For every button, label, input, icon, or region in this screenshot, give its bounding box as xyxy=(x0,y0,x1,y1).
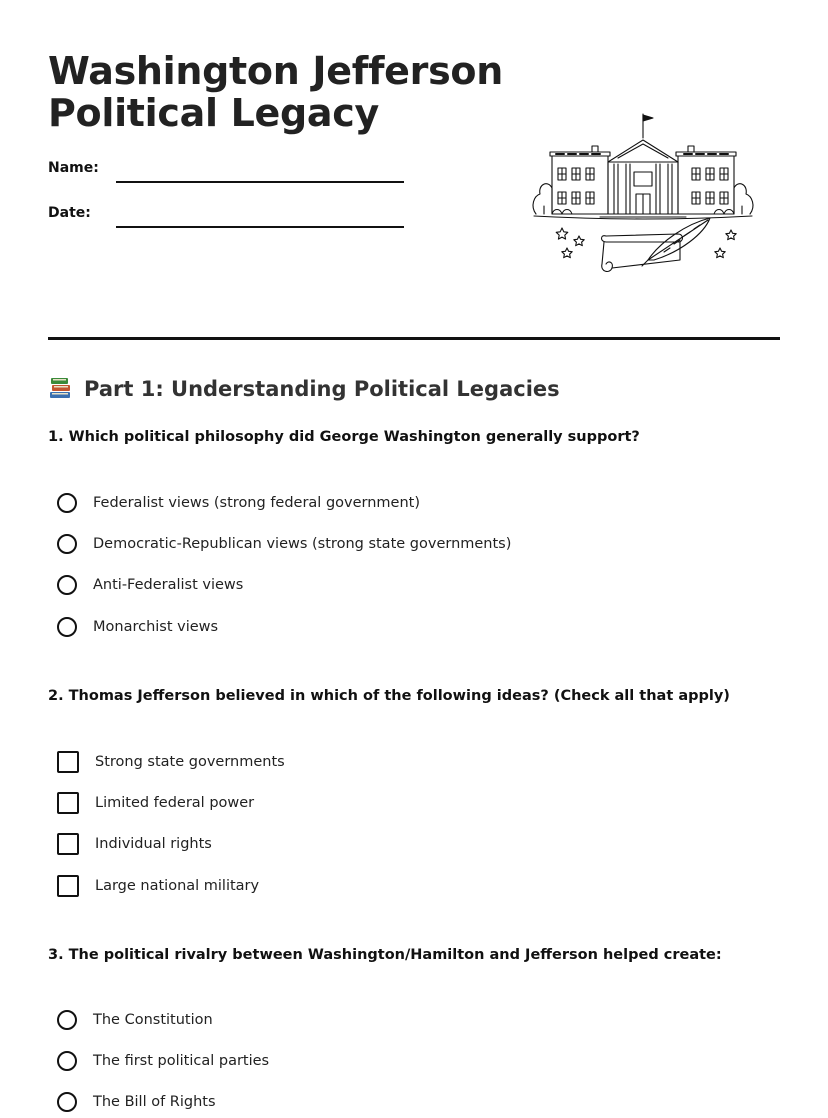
q1-option-3[interactable] xyxy=(57,572,243,598)
option-label: Democratic-Republican views (strong state governments) xyxy=(93,536,512,552)
q3-option-1[interactable] xyxy=(57,1007,213,1033)
radio-button[interactable] xyxy=(57,493,77,513)
option-label: The Constitution xyxy=(93,1012,213,1028)
question-2: 2. Thomas Jefferson believed in which of the following ideas? (Check all that apply) xyxy=(48,688,730,704)
q2-option-4[interactable] xyxy=(57,873,259,899)
section-divider xyxy=(48,337,780,340)
option-label: Anti-Federalist views xyxy=(93,577,244,593)
title-line-2: Political Legacy xyxy=(48,91,379,135)
worksheet-title xyxy=(48,50,503,134)
option-label: Federalist views (strong federal government) xyxy=(93,495,421,511)
part-1-heading-text: Part 1: Understanding Political Legacies xyxy=(84,377,560,401)
q3-option-3[interactable] xyxy=(57,1089,216,1115)
checkbox[interactable] xyxy=(57,792,79,814)
q1-option-2[interactable] xyxy=(57,531,511,557)
white-house-quill-illustration xyxy=(530,110,758,282)
q1-option-1[interactable] xyxy=(57,490,420,516)
q3-option-2[interactable] xyxy=(57,1048,269,1074)
radio-button[interactable] xyxy=(57,1092,77,1112)
radio-button[interactable] xyxy=(57,534,77,554)
option-label: Strong state governments xyxy=(95,754,285,770)
part-1-heading xyxy=(48,374,560,404)
q1-option-4[interactable] xyxy=(57,614,218,640)
name-label: Name: xyxy=(48,160,99,176)
option-label: Large national military xyxy=(95,878,260,894)
title-line-1: Washington Jefferson xyxy=(48,49,503,93)
radio-button[interactable] xyxy=(57,575,77,595)
radio-button[interactable] xyxy=(57,617,77,637)
q2-option-2[interactable] xyxy=(57,790,254,816)
question-1: 1. Which political philosophy did George Washington generally support? xyxy=(48,429,640,445)
checkbox[interactable] xyxy=(57,833,79,855)
books-icon xyxy=(48,375,74,401)
checkbox[interactable] xyxy=(57,875,79,897)
option-label: The first political parties xyxy=(93,1053,270,1069)
radio-button[interactable] xyxy=(57,1051,77,1071)
name-field[interactable] xyxy=(116,181,404,183)
checkbox[interactable] xyxy=(57,751,79,773)
q2-option-3[interactable] xyxy=(57,831,212,857)
option-label: Individual rights xyxy=(95,836,212,852)
radio-button[interactable] xyxy=(57,1010,77,1030)
option-label: The Bill of Rights xyxy=(93,1094,216,1110)
option-label: Limited federal power xyxy=(95,795,255,811)
q2-option-1[interactable] xyxy=(57,749,285,775)
question-3: 3. The political rivalry between Washington/Hamilton and Jefferson helped create: xyxy=(48,947,722,963)
date-field[interactable] xyxy=(116,226,404,228)
date-label: Date: xyxy=(48,205,91,221)
option-label: Monarchist views xyxy=(93,619,219,635)
